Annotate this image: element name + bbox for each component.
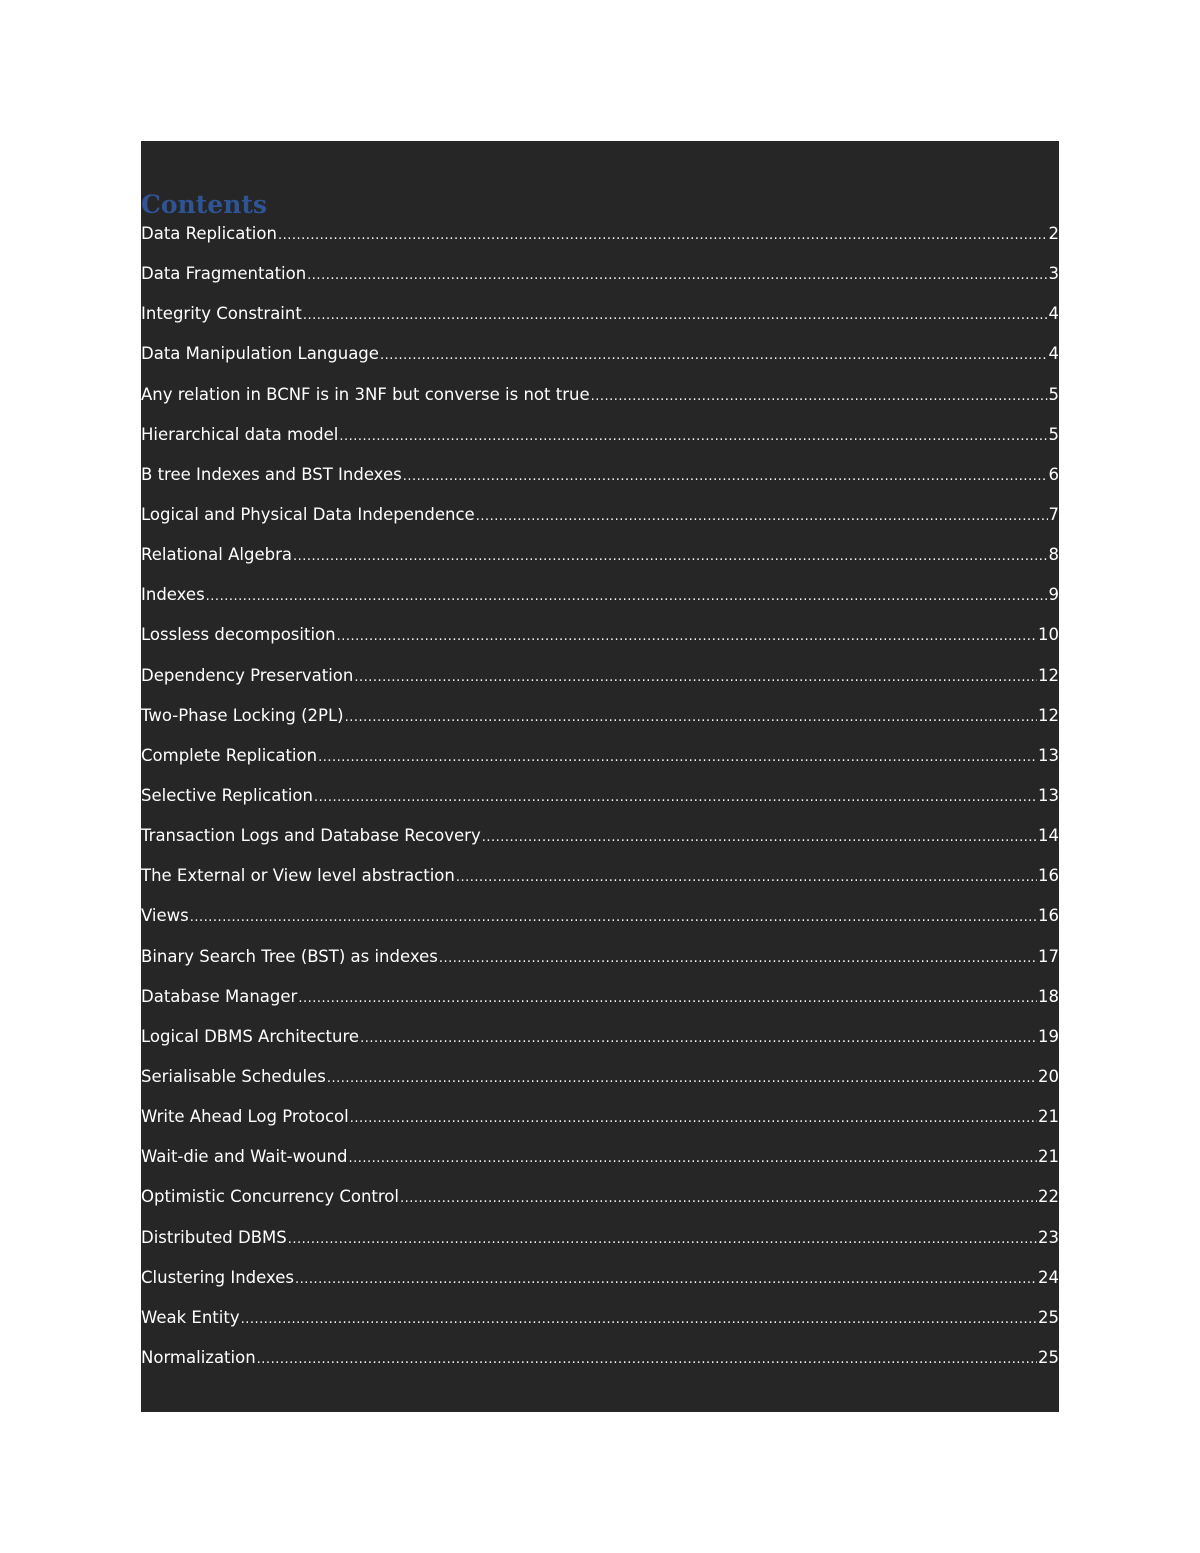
toc-entry[interactable] — [141, 1304, 1059, 1344]
toc-entry-leader — [591, 383, 1048, 411]
toc-entry-page-number: 17 — [1038, 946, 1059, 966]
toc-entry-title: Two-Phase Locking (2PL) — [141, 705, 344, 725]
toc-entry-title: Data Manipulation Language — [141, 344, 379, 364]
toc-entry[interactable] — [141, 1103, 1059, 1143]
toc-entry-title: Transaction Logs and Database Recovery — [141, 826, 481, 846]
toc-entry-page-number: 13 — [1038, 785, 1059, 805]
toc-entry-page-number: 10 — [1038, 625, 1059, 645]
toc-entry-page-number: 8 — [1048, 545, 1059, 565]
toc-entry-page-number: 2 — [1048, 224, 1059, 243]
toc-entry-leader — [318, 744, 1037, 772]
toc-entry-title: Write Ahead Log Protocol — [141, 1107, 349, 1127]
toc-entry-page-number: 21 — [1038, 1107, 1059, 1127]
toc-entry-leader — [307, 262, 1047, 290]
toc-entry[interactable] — [141, 662, 1059, 702]
toc-entry-page-number: 4 — [1048, 304, 1059, 324]
toc-entry[interactable] — [141, 340, 1059, 380]
toc-entry-title: Clustering Indexes — [141, 1267, 294, 1287]
toc-entry-page-number: 21 — [1038, 1147, 1059, 1167]
toc-entry-title: Lossless decomposition — [141, 625, 336, 645]
toc-entry-leader — [345, 704, 1037, 732]
toc-entry-page-number: 5 — [1048, 384, 1059, 404]
toc-entry-title: Logical DBMS Architecture — [141, 1026, 360, 1046]
toc-entry[interactable] — [141, 461, 1059, 501]
toc-entry-page-number: 23 — [1038, 1227, 1059, 1247]
toc-entry-title: Database Manager — [141, 986, 298, 1006]
toc-entry[interactable] — [141, 541, 1059, 581]
toc-entry-leader — [476, 503, 1048, 531]
toc-entry-leader — [354, 664, 1037, 692]
toc-entry-title: Selective Replication — [141, 785, 313, 805]
toc-heading: Contents — [141, 190, 268, 219]
toc-entry-title: Data Replication — [141, 224, 277, 243]
toc-entry-title: Hierarchical data model — [141, 424, 339, 444]
toc-entry-page-number: 9 — [1048, 585, 1059, 605]
toc-entry-leader — [241, 1306, 1037, 1334]
toc-entry-leader — [295, 1266, 1037, 1294]
toc-entry[interactable] — [141, 421, 1059, 461]
toc-entry-title: Wait-die and Wait-wound — [141, 1147, 348, 1167]
toc-entry-leader — [327, 1065, 1037, 1093]
toc-list — [141, 220, 1059, 1384]
toc-entry-page-number: 13 — [1038, 745, 1059, 765]
toc-entry-leader — [360, 1025, 1037, 1053]
toc-entry-page-number: 24 — [1038, 1267, 1059, 1287]
toc-entry-title: Views — [141, 906, 189, 926]
toc-entry-title: Serialisable Schedules — [141, 1066, 326, 1086]
toc-entry-leader — [257, 1346, 1037, 1374]
toc-entry[interactable] — [141, 1344, 1059, 1384]
toc-entry-title: Weak Entity — [141, 1307, 240, 1327]
toc-entry-page-number: 16 — [1038, 906, 1059, 926]
toc-entry-page-number: 20 — [1038, 1066, 1059, 1086]
toc-entry-title: Indexes — [141, 585, 205, 605]
toc-entry[interactable] — [141, 822, 1059, 862]
toc-entry-leader — [339, 423, 1047, 451]
toc-entry-title: Dependency Preservation — [141, 665, 354, 685]
toc-entry-page-number: 25 — [1038, 1307, 1059, 1327]
toc-entry[interactable] — [141, 621, 1059, 661]
toc-entry-leader — [206, 583, 1048, 611]
toc-entry-title: Distributed DBMS — [141, 1227, 287, 1247]
toc-entry-leader — [190, 904, 1037, 932]
toc-entry[interactable] — [141, 902, 1059, 942]
toc-entry-leader — [288, 1226, 1037, 1254]
toc-entry-title: Normalization — [141, 1347, 256, 1367]
toc-entry-leader — [303, 302, 1048, 330]
toc-entry[interactable] — [141, 1023, 1059, 1063]
toc-entry-title: Data Fragmentation — [141, 264, 307, 284]
toc-entry-page-number: 12 — [1038, 705, 1059, 725]
toc-entry-page-number: 16 — [1038, 866, 1059, 886]
toc-entry-title: B tree Indexes and BST Indexes — [141, 464, 402, 484]
toc-entry-page-number: 4 — [1048, 344, 1059, 364]
toc-entry[interactable] — [141, 501, 1059, 541]
toc-entry-page-number: 12 — [1038, 665, 1059, 685]
toc-entry-leader — [298, 985, 1037, 1013]
toc-entry-title: Binary Search Tree (BST) as indexes — [141, 946, 438, 966]
toc-entry-page-number: 7 — [1048, 504, 1059, 524]
toc-entry-page-number: 6 — [1048, 464, 1059, 484]
toc-entry[interactable] — [141, 782, 1059, 822]
toc-entry-page-number: 14 — [1038, 826, 1059, 846]
toc-entry[interactable] — [141, 300, 1059, 340]
toc-entry-page-number: 5 — [1048, 424, 1059, 444]
toc-entry-leader — [350, 1105, 1037, 1133]
toc-entry-leader — [348, 1145, 1037, 1173]
toc-entry-leader — [337, 623, 1037, 651]
toc-entry[interactable] — [141, 983, 1059, 1023]
toc-entry-title: Optimistic Concurrency Control — [141, 1187, 399, 1207]
toc-entry-leader — [439, 945, 1037, 973]
toc-entry[interactable] — [141, 381, 1059, 421]
toc-entry[interactable] — [141, 260, 1059, 300]
toc-entry-page-number: 3 — [1048, 264, 1059, 284]
toc-entry-leader — [278, 222, 1048, 250]
toc-entry-leader — [380, 342, 1048, 370]
toc-entry-page-number: 19 — [1038, 1026, 1059, 1046]
toc-entry-title: Logical and Physical Data Independence — [141, 504, 475, 524]
toc-entry-leader — [482, 824, 1037, 852]
toc-entry-leader — [314, 784, 1037, 812]
toc-entry[interactable] — [141, 1183, 1059, 1223]
toc-entry[interactable] — [141, 220, 1059, 260]
toc-entry-leader — [293, 543, 1048, 571]
toc-entry[interactable] — [141, 742, 1059, 782]
toc-entry-leader — [456, 864, 1037, 892]
toc-entry-title: Complete Replication — [141, 745, 318, 765]
toc-entry-title: Any relation in BCNF is in 3NF but converse is not true — [141, 384, 590, 404]
toc-entry[interactable] — [141, 1264, 1059, 1304]
toc-entry-page-number: 25 — [1038, 1347, 1059, 1367]
toc-entry-title: Relational Algebra — [141, 545, 292, 565]
toc-entry-title: Integrity Constraint — [141, 304, 302, 324]
toc-entry[interactable] — [141, 943, 1059, 983]
toc-entry-leader — [403, 463, 1048, 491]
toc-entry[interactable] — [141, 1224, 1059, 1264]
toc-entry-leader — [400, 1185, 1037, 1213]
toc-entry-title: The External or View level abstraction — [141, 866, 455, 886]
toc-entry[interactable] — [141, 581, 1059, 621]
toc-entry[interactable] — [141, 862, 1059, 902]
toc-entry-page-number: 18 — [1038, 986, 1059, 1006]
toc-entry-page-number: 22 — [1038, 1187, 1059, 1207]
toc-entry[interactable] — [141, 1063, 1059, 1103]
toc-entry[interactable] — [141, 702, 1059, 742]
toc-entry[interactable] — [141, 1143, 1059, 1183]
